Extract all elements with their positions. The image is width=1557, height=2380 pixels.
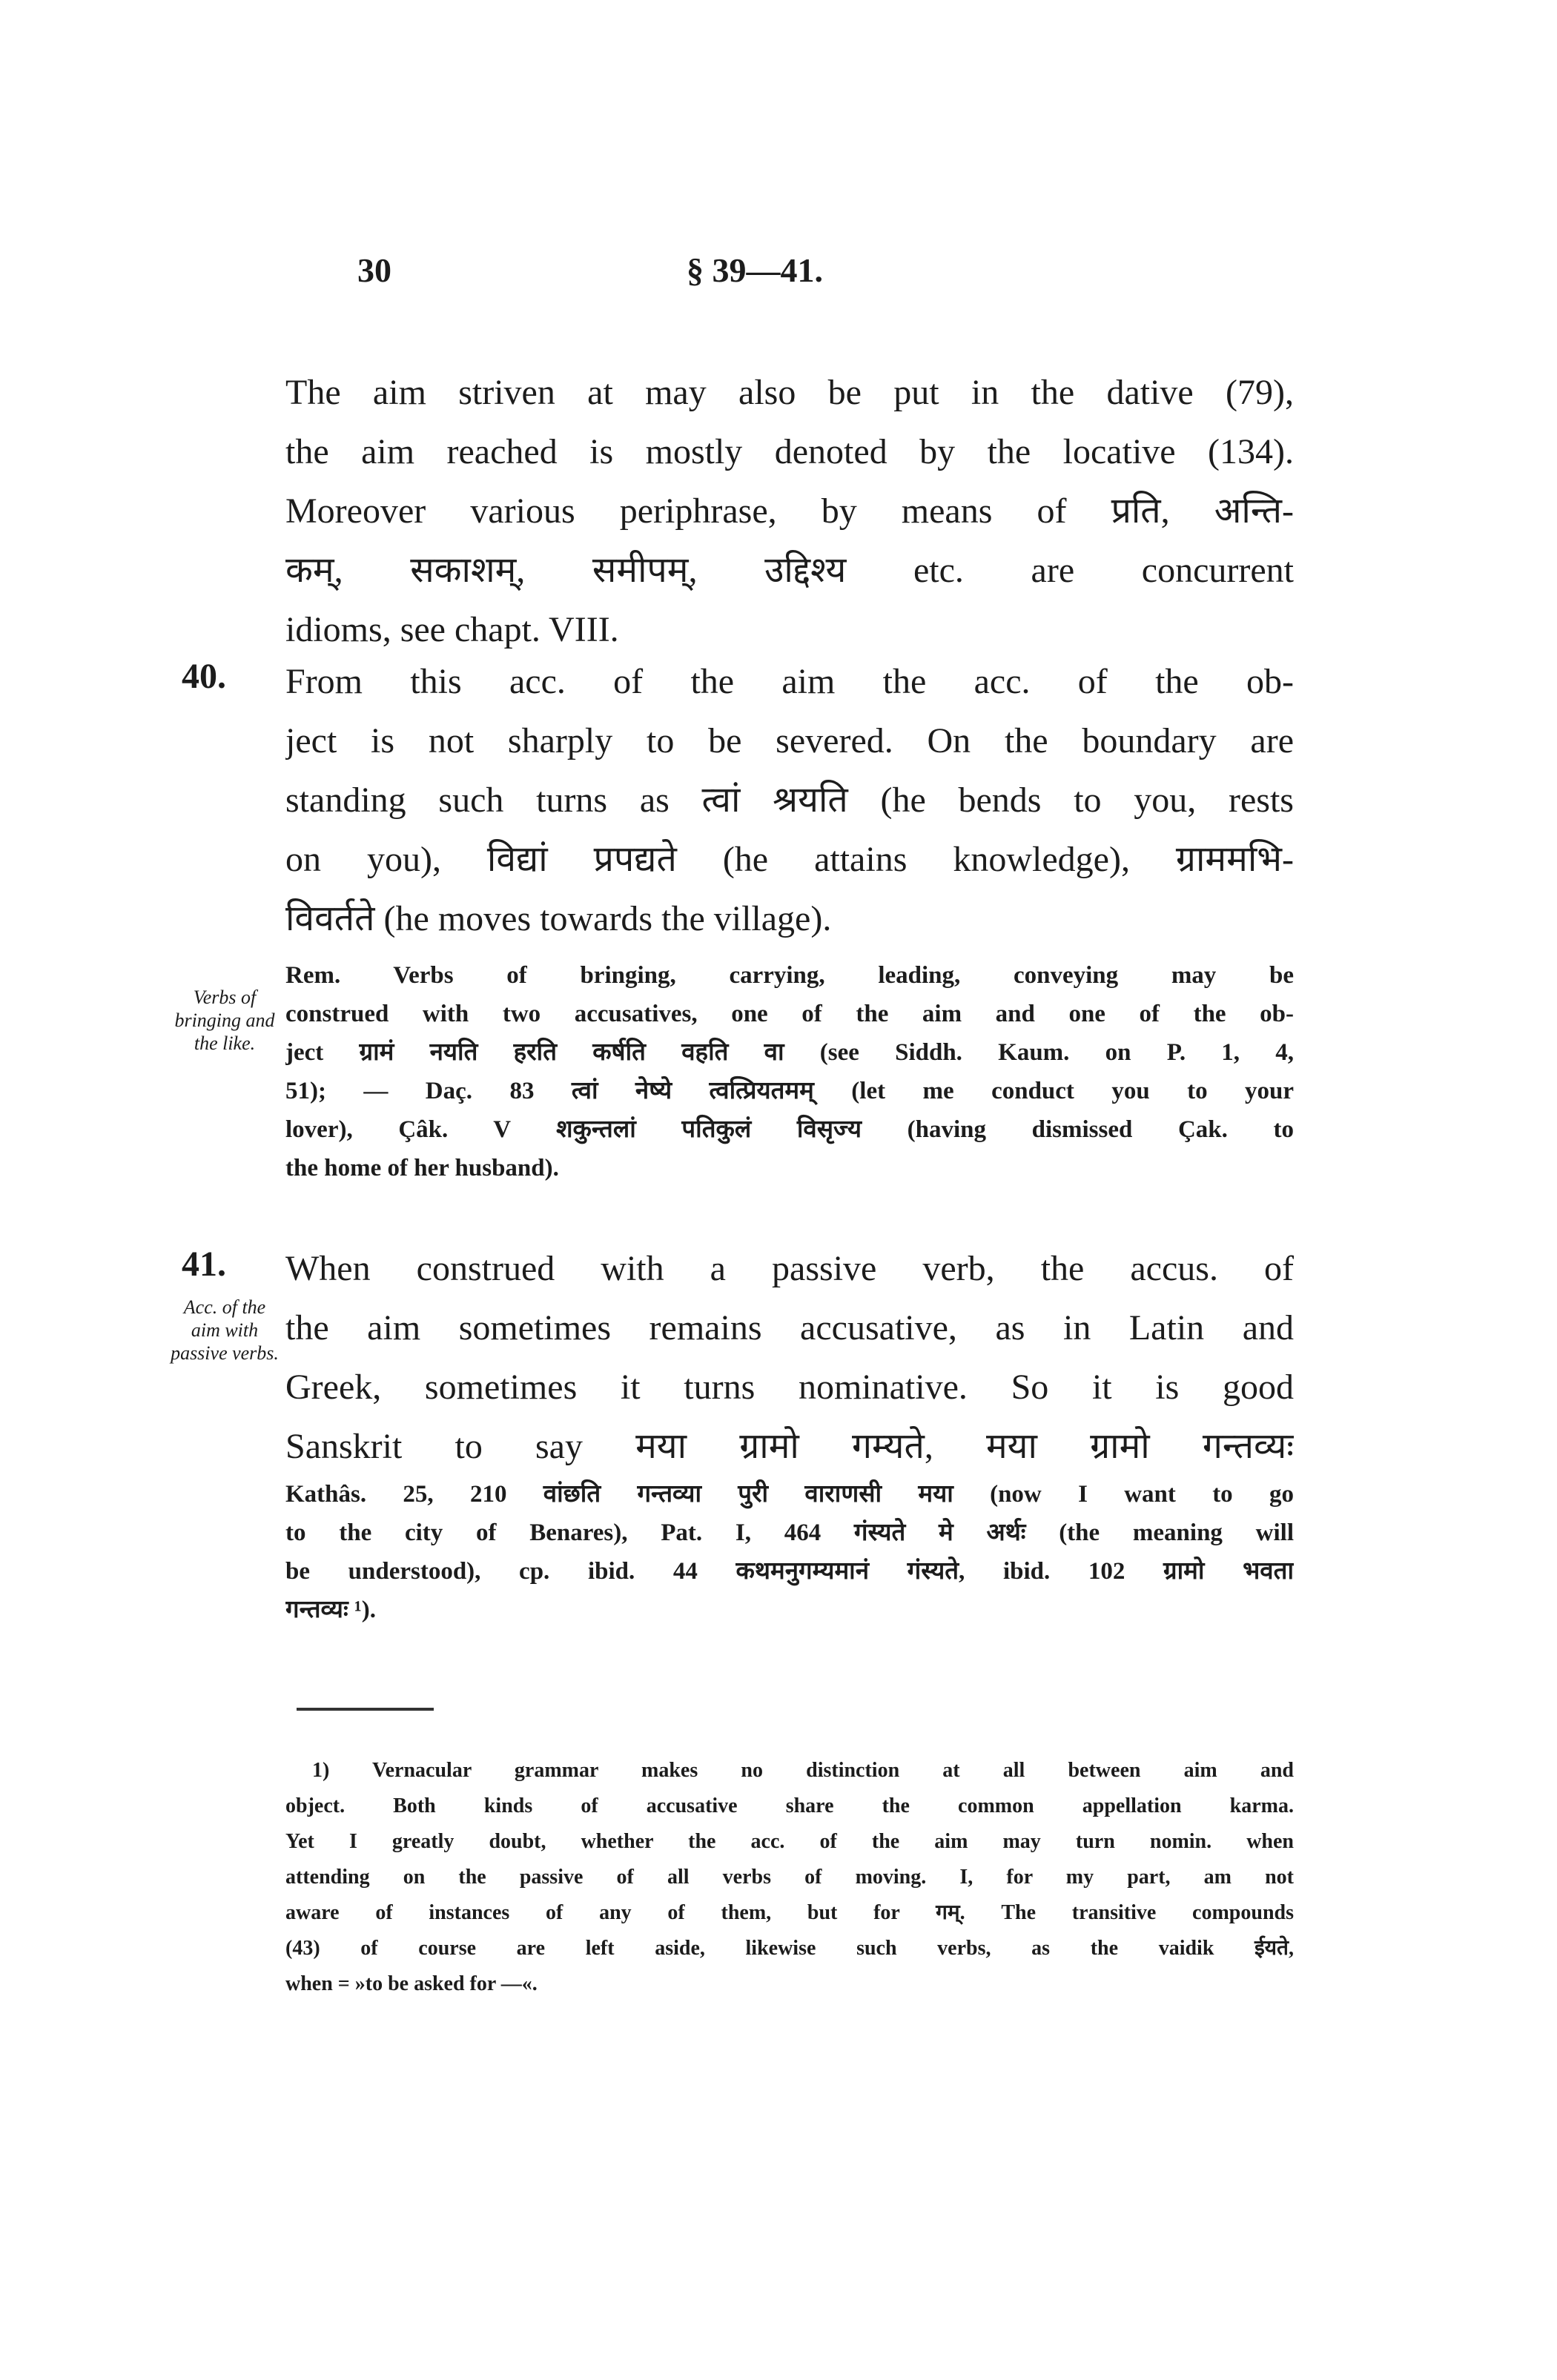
text-line: 51); — Daç. 83 त्वां नेष्ये त्वत्प्रियतमम् (let me conduct you to your <box>285 1078 1294 1104</box>
section-range-heading: § 39—41. <box>687 251 823 289</box>
text-line: कम्, सकाशम्, समीपम्, उद्दिश्य etc. are concurrent <box>285 551 1294 590</box>
text-line: object. Both kinds of accusative share the common appellation karma. <box>285 1794 1294 1817</box>
text-line: standing such turns as त्वां श्रयति (he bends to you, rests <box>285 780 1294 820</box>
text-line: Yet I greatly doubt, whether the acc. of the aim may turn nomin. when <box>285 1830 1294 1853</box>
remark-text <box>285 956 1294 1187</box>
text-line: the home of her husband). <box>285 1155 559 1181</box>
footnote <box>285 1753 1294 2002</box>
text-line: विवर्तते (he moves towards the village). <box>285 899 832 938</box>
text-line: lover), Çâk. V शकुन्तलां पतिकुलं विसृज्य (having dismissed Çak. to <box>285 1116 1294 1143</box>
margin-note-bringing: Verbs of bringing and the like. <box>174 987 275 1054</box>
margin-note-passive: Acc. of the aim with passive verbs. <box>171 1296 279 1364</box>
section-39-text <box>285 363 1294 660</box>
text-line: गन्तव्यः ¹). <box>285 1597 377 1623</box>
text-line: idioms, see chapt. VIII. <box>285 610 619 649</box>
paragraph-number-41: 41. <box>182 1244 226 1284</box>
text-line: on you), विद्यां प्रपद्यते (he attains knowledge), ग्राममभि- <box>285 840 1294 879</box>
text-line: the aim sometimes remains accusative, as in Latin and <box>285 1308 1294 1348</box>
text-line: Greek, sometimes it turns nominative. So it is good <box>285 1368 1294 1407</box>
page-number: 30 <box>357 251 391 289</box>
text-line: the aim reached is mostly denoted by the locative (134). <box>285 432 1294 471</box>
text-line: The aim striven at may also be put in the dative (79), <box>285 373 1294 412</box>
section-40-text <box>285 652 1294 949</box>
text-line: ject is not sharply to be severed. On the boundary are <box>285 721 1294 760</box>
examples-text <box>285 1475 1294 1629</box>
text-line: be understood), cp. ibid. 44 कथमनुगम्यमानं गंस्यते, ibid. 102 ग्रामो भवता <box>285 1558 1294 1585</box>
text-line: Kathâs. 25, 210 वांछति गन्तव्या पुरी वाराणसी मया (now I want to go <box>285 1481 1294 1508</box>
text-line: aware of instances of any of them, but for गम्. The transitive compounds <box>285 1901 1294 1924</box>
text-line: ject ग्रामं नयति हरति कर्षति वहति वा (see Siddh. Kaum. on P. 1, 4, <box>285 1039 1294 1066</box>
text-line: construed with two accusatives, one of the aim and one of the ob- <box>285 1001 1294 1027</box>
text-line: (43) of course are left aside, likewise such verbs, as the vaidik ईयते, <box>285 1937 1294 1960</box>
text-line: when = »to be asked for —«. <box>285 1972 538 1995</box>
text-line: Sanskrit to say मया ग्रामो गम्यते, मया ग्रामो गन्तव्यः <box>285 1427 1294 1466</box>
text-line: Rem. Verbs of bringing, carrying, leading, conveying may be <box>285 962 1294 989</box>
text-line: to the city of Benares), Pat. I, 464 गंस्यते मे अर्थः (the meaning will <box>285 1519 1294 1546</box>
text-line: From this acc. of the aim the acc. of the ob- <box>285 662 1294 701</box>
text-line: Moreover various periphrase, by means of प्रति, अन्ति- <box>285 491 1294 531</box>
paragraph-number-40: 40. <box>182 657 226 696</box>
section-41-text <box>285 1239 1294 1476</box>
text-line: When construed with a passive verb, the accus. of <box>285 1249 1294 1288</box>
text-line: 1) Vernacular grammar makes no distinction at all between aim and <box>312 1759 1294 1782</box>
text-line: attending on the passive of all verbs of moving. I, for my part, am not <box>285 1866 1294 1889</box>
footnote-divider <box>297 1708 434 1711</box>
